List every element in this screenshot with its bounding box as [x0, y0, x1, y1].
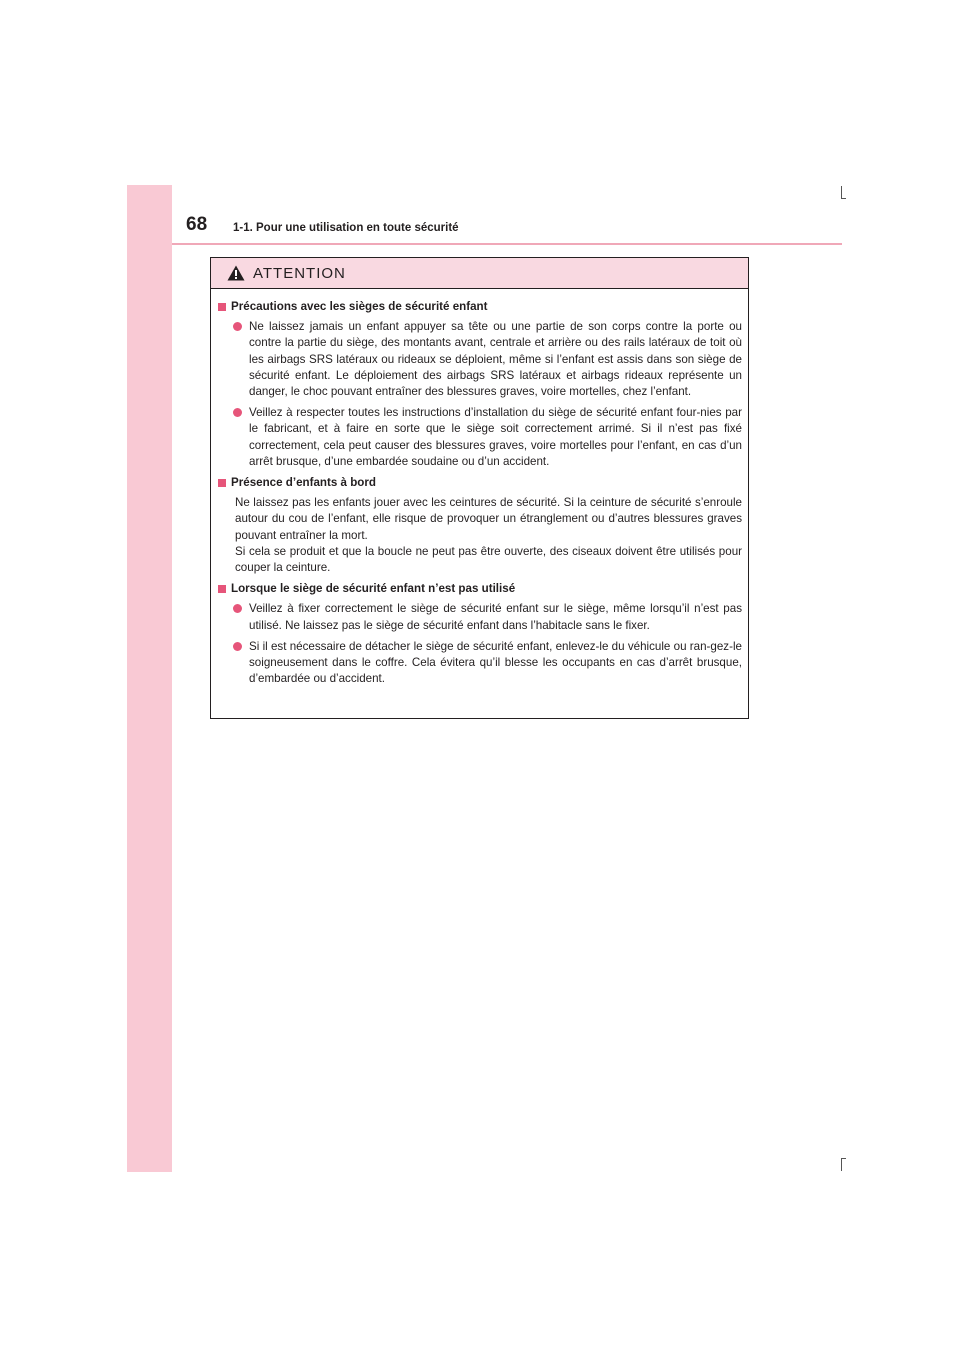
paragraph: Ne laissez pas les enfants jouer avec les ceintures de sécurité. Si la ceinture de sécurité s’enroule autour du cou de l’enfant, elle risque de provoquer un étranglement ou d’autres blessures graves pouvant entraîner la mort. — [235, 496, 742, 542]
bullet-item — [231, 601, 742, 633]
section-heading-text: Précautions avec les sièges de sécurité enfant — [231, 300, 488, 313]
section-child-seat-precautions — [217, 299, 742, 470]
section-seat-not-used — [217, 581, 742, 687]
bullet-text: Ne laissez jamais un enfant appuyer sa tête ou une partie de son corps contre la porte ou contre la partie du siège, des montants avant, centrale et arrière ou des rails latéraux de toit où les airbags SRS latéraux ou rideaux se déploient, même si l’enfant est assis dans son siège de sécurité enfant. Le déploiement des airbags SRS latéraux et airbags rideaux représente un danger, le choc pouvant entraîner des blessures graves, voire mortelles, chez l’enfant. — [249, 320, 742, 399]
bullet-item — [231, 319, 742, 400]
section-heading — [217, 475, 742, 491]
attention-title: ATTENTION — [253, 264, 346, 282]
circle-bullet-icon — [233, 408, 242, 417]
square-bullet-icon — [218, 479, 226, 487]
section-title: 1-1. Pour une utilisation en toute sécurité — [233, 222, 459, 234]
paragraph: Si cela se produit et que la boucle ne peut pas être ouverte, des ciseaux doivent être utilisés pour couper la ceinture. — [235, 544, 742, 575]
circle-bullet-icon — [233, 642, 242, 651]
side-tab-band — [127, 185, 172, 1172]
section-children-on-board — [217, 475, 742, 576]
attention-header — [211, 258, 748, 289]
circle-bullet-icon — [233, 604, 242, 613]
bullet-text: Veillez à fixer correctement le siège de sécurité enfant sur le siège, même lorsqu’il n’est pas utilisé. Ne laissez pas le siège de sécurité enfant dans l’habitacle sans le fixer. — [249, 602, 742, 632]
bullet-item — [231, 639, 742, 688]
section-heading — [217, 581, 742, 597]
header-rule — [172, 243, 842, 245]
crop-mark-top — [841, 186, 842, 199]
warning-icon — [227, 265, 245, 281]
bullet-item — [231, 405, 742, 470]
square-bullet-icon — [218, 585, 226, 593]
crop-mark-bottom — [841, 1158, 842, 1171]
page-number: 68 — [186, 214, 208, 235]
square-bullet-icon — [218, 303, 226, 311]
bullet-text: Si il est nécessaire de détacher le siège de sécurité enfant, enlevez-le du véhicule ou ran-gez-le soigneusement dans le coffre. Cela évitera qu’il blesse les occupants en cas d’arrêt brusque, d’embardée ou d’accident. — [249, 639, 742, 686]
attention-body — [211, 289, 748, 687]
circle-bullet-icon — [233, 322, 242, 331]
bullet-text: Veillez à respecter toutes les instructions d’installation du siège de sécurité enfant four-nies par le fabricant, et à faire en sorte que le siège soit correctement arrimé. Si il n’est pas fixé correctement, cela peut causer des blessures graves, voire mortelles pour l’enfant, en cas d’un arrêt brusque, d’une embardée soudaine ou d’un accident. — [249, 406, 742, 468]
section-heading-text: Présence d’enfants à bord — [231, 476, 376, 490]
attention-box — [210, 257, 749, 719]
section-heading — [217, 299, 742, 315]
section-heading-text: Lorsque le siège de sécurité enfant n’est pas utilisé — [231, 582, 516, 596]
